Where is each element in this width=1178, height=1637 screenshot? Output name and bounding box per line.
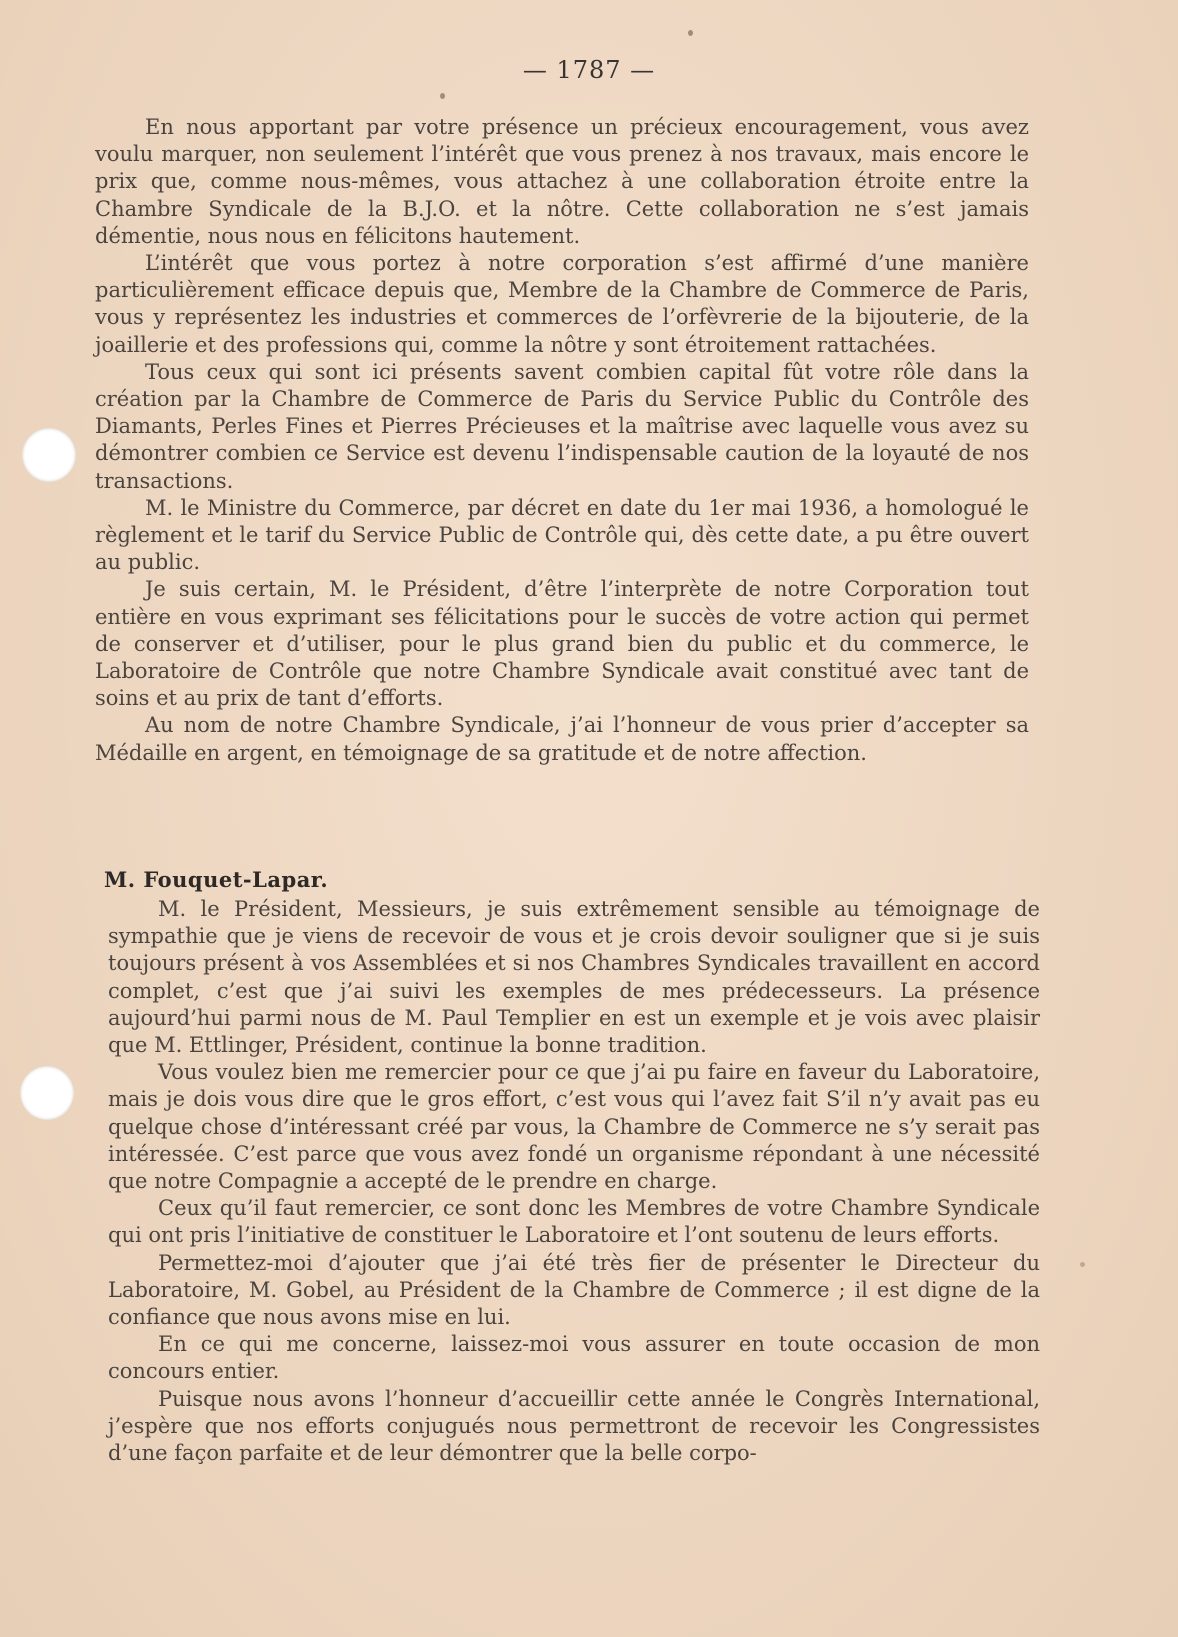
- paragraph: Puisque nous avons l’honneur d’accueillir cette année le Congrès International, j’espère que nos efforts conjugués nous permettront de recevoir les Congressistes d’une façon parfaite et de leur démontrer que la belle corpo-: [108, 1386, 1040, 1466]
- text-section-2: [108, 896, 1040, 1467]
- paragraph: M. le Ministre du Commerce, par décret en date du 1er mai 1936, a homologué le règlement et le tarif du Service Public de Contrôle qui, dès cette date, a pu être ouvert au public.: [95, 495, 1029, 575]
- paragraph: En ce qui me concerne, laissez-moi vous assurer en toute occasion de mon concours entier.: [108, 1332, 1040, 1384]
- paragraph: Je suis certain, M. le Président, d’être l’interprète de notre Corporation tout entière en vous exprimant ses félicitations pour le succès de votre action qui permet de conserver et d’utiliser, pour le plus grand bien du public et du commerce, le Laboratoire de Contrôle que notre Chambre Syndicale avait constitué avec tant de soins et au prix de tant d’efforts.: [95, 577, 1029, 711]
- paragraph: Tous ceux qui sont ici présents savent combien capital fût votre rôle dans la création par la Chambre de Commerce de Paris du Service Public du Contrôle des Diamants, Perles Fines et Pierres Précieuses et la maîtrise avec laquelle vous avez su démontrer combien ce Service est devenu l’indispensable caution de la loyauté de nos transactions.: [95, 359, 1029, 493]
- speaker-heading: M. Fouquet-Lapar.: [104, 867, 329, 892]
- page-number: — 1787 —: [522, 56, 656, 84]
- paragraph: L’intérêt que vous portez à notre corporation s’est affirmé d’une manière particulièrement efficace depuis que, Membre de la Chambre de Commerce de Paris, vous y représentez les industries et commerces de l’orfèvrerie de la bijouterie, de la joaillerie et des professions qui, comme la nôtre y sont étroitement rattachées.: [95, 251, 1029, 357]
- ink-speck: [1080, 1262, 1085, 1267]
- paragraph: M. le Président, Messieurs, je suis extrêmement sensible au témoignage de sympathie que je viens de recevoir de vous et je crois devoir souligner que si je suis toujours présent à vos Assemblées et si nos Chambres Syndicales travaillent en accord complet, c’est que j’ai suivi les exemples de mes prédecesseurs. La présence aujourd’hui parmi nous de M. Paul Templier en est un exemple et je vois avec plaisir que M. Ettlinger, Président, continue la bonne tradition.: [108, 897, 1040, 1058]
- ink-speck: [688, 30, 693, 36]
- punch-hole-top: [22, 428, 76, 482]
- paragraph: En nous apportant par votre présence un précieux encouragement, vous avez voulu marquer, non seulement l’intérêt que vous prenez à nos travaux, mais encore le prix que, comme nous-mêmes, vous attachez à une collaboration étroite entre la Chambre Syndicale de la B.J.O. et la nôtre. Cette collaboration ne s’est jamais démentie, nous nous en félicitons hautement.: [95, 115, 1029, 248]
- punch-hole-bottom: [20, 1066, 74, 1120]
- paragraph: Permettez-moi d’ajouter que j’ai été très fier de présenter le Directeur du Laboratoire, M. Gobel, au Président de la Chambre de Commerce ; il est digne de la confiance que nous avons mise en lui.: [108, 1250, 1040, 1330]
- text-section-1: [95, 114, 1029, 767]
- paragraph: Vous voulez bien me remercier pour ce que j’ai pu faire en faveur du Laboratoire, mais je dois vous dire que le gros effort, c’est vous qui l’avez fait S’il n’y avait pas eu quelque chose d’intéressant créé par vous, la Chambre de Commerce ne s’y serait pas intéressée. C’est parce que vous avez fondé un organisme répondant à une nécessité que notre Compagnie a accepté de le prendre en charge.: [108, 1060, 1040, 1194]
- paragraph: Ceux qu’il faut remercier, ce sont donc les Membres de votre Chambre Syndicale qui ont pris l’initiative de constituer le Laboratoire et l’ont soutenu de leurs efforts.: [108, 1196, 1040, 1248]
- ink-speck: [440, 93, 445, 99]
- paragraph: Au nom de notre Chambre Syndicale, j’ai l’honneur de vous prier d’accepter sa Médaille en argent, en témoignage de sa gratitude et de notre affection.: [95, 713, 1029, 765]
